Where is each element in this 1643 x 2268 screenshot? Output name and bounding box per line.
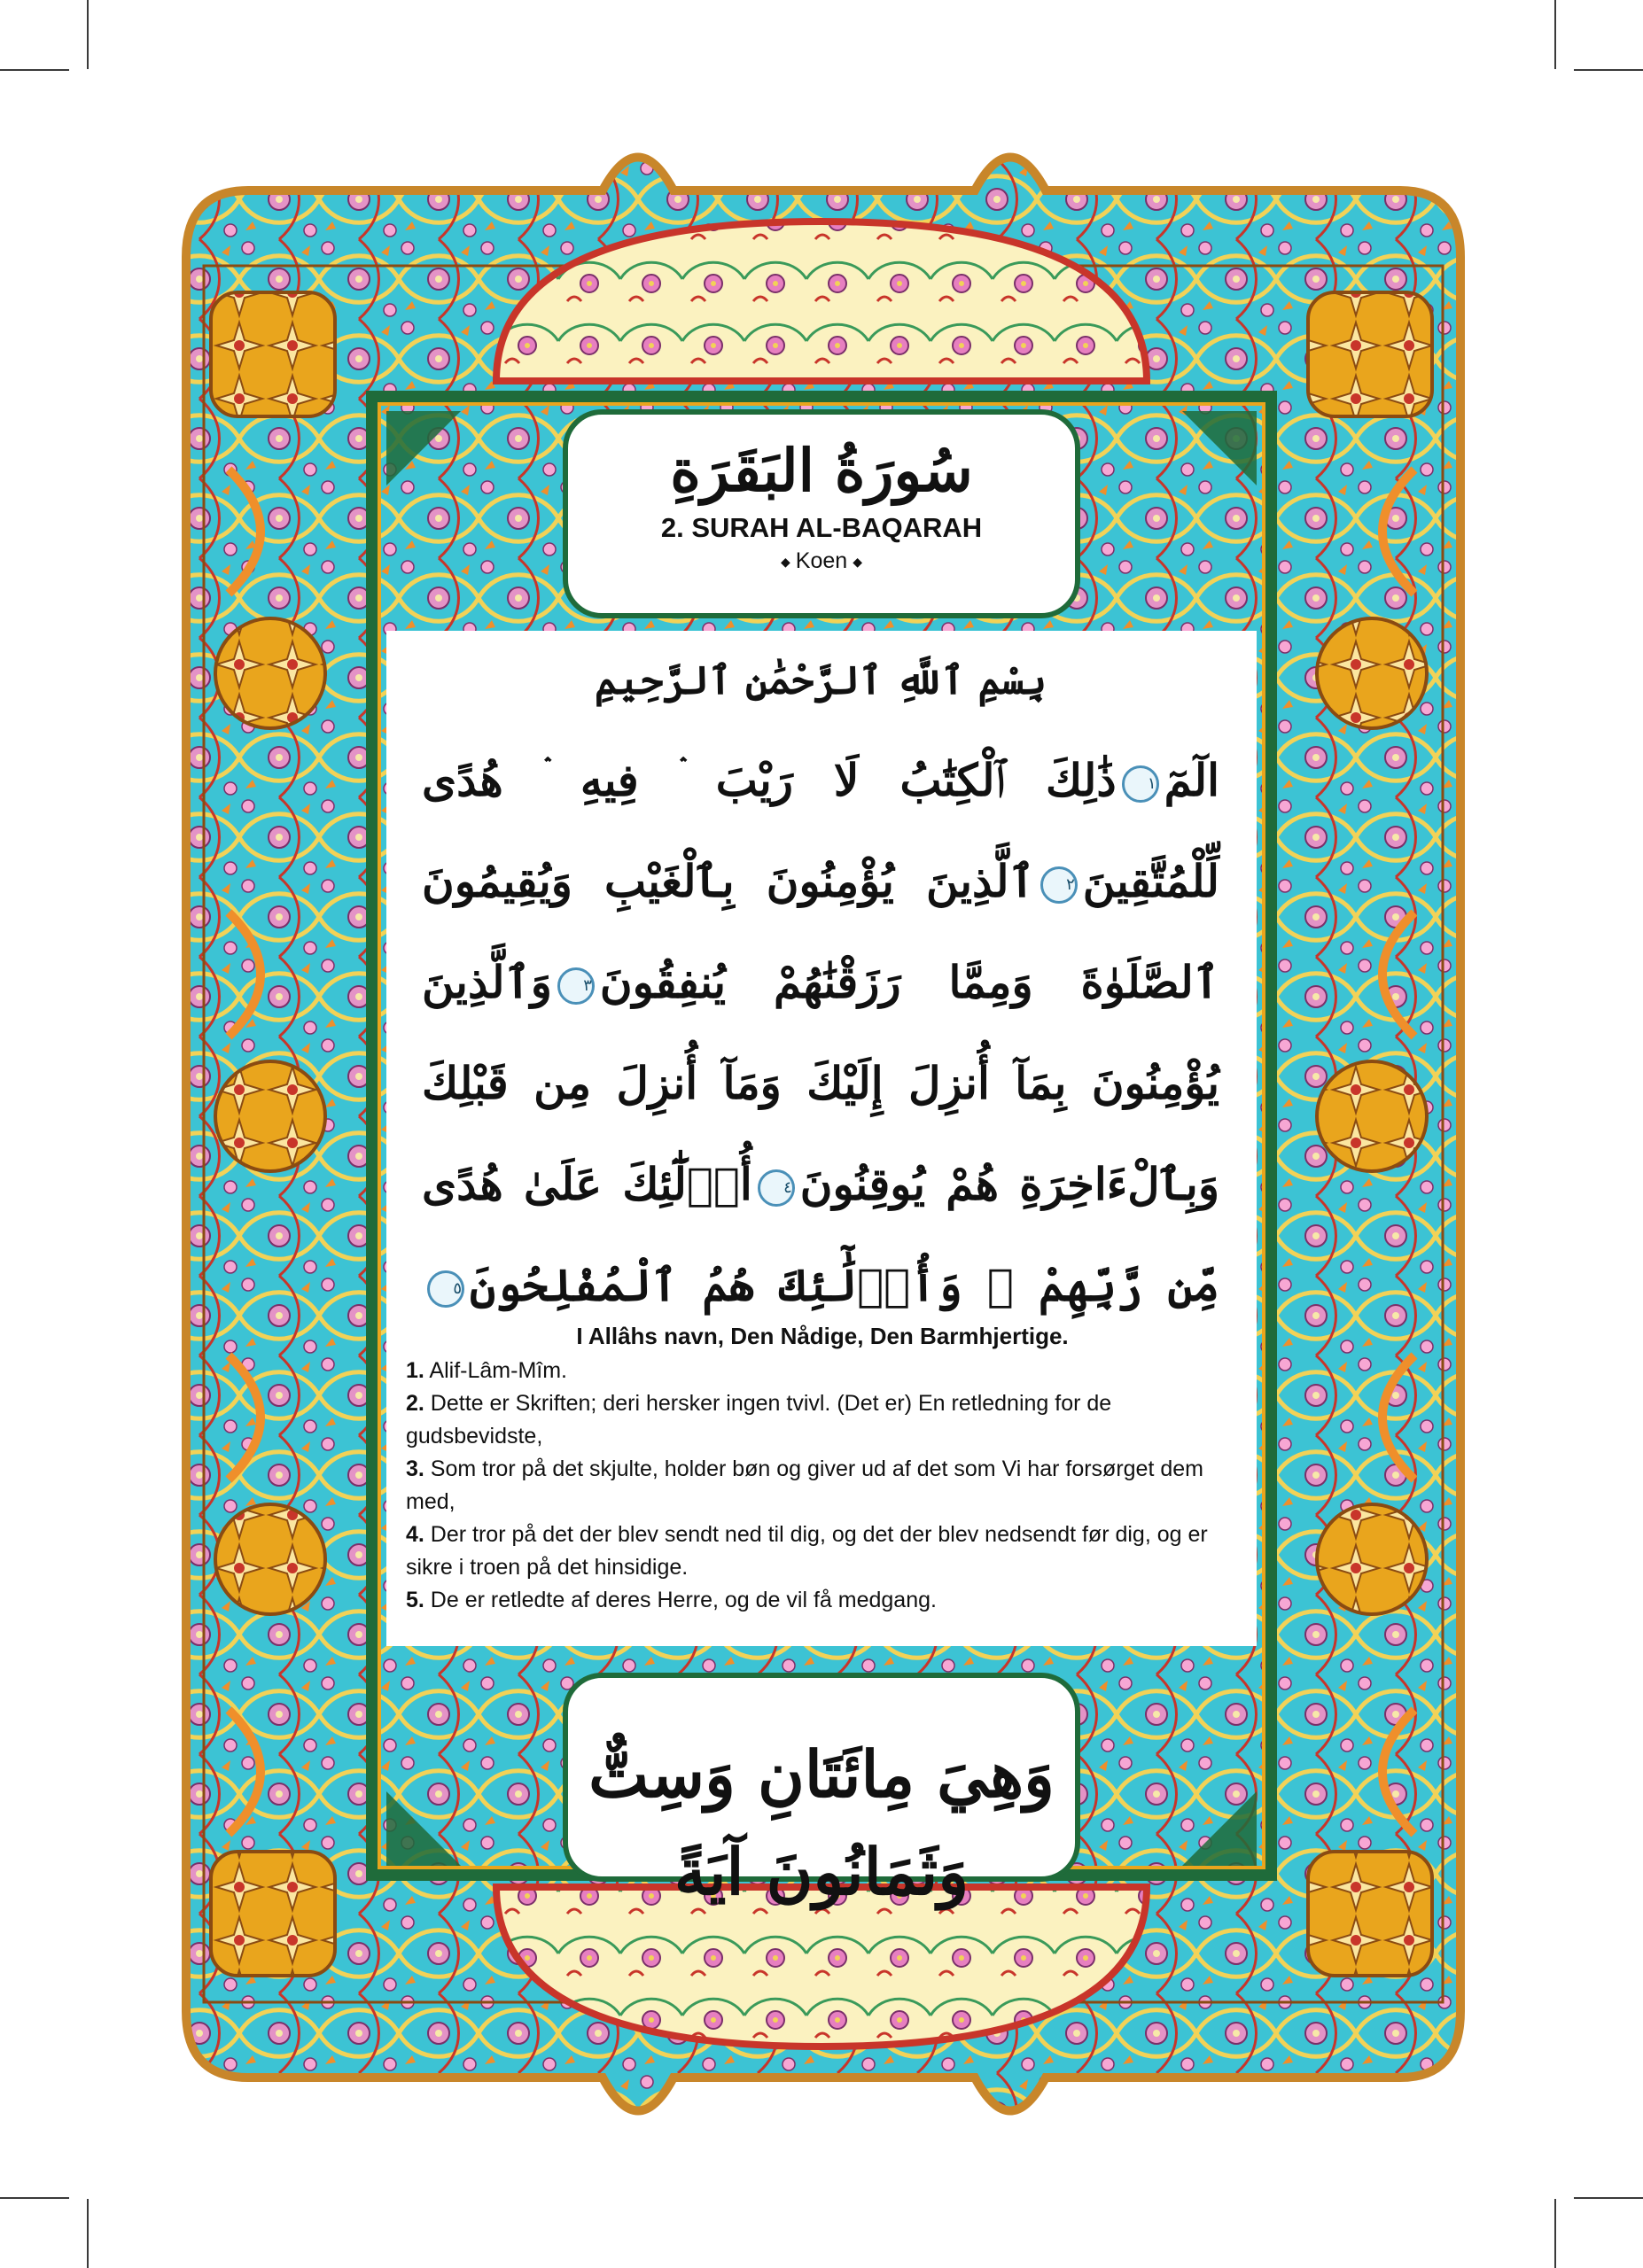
translation-verse xyxy=(406,1453,1239,1518)
verse-text: Der tror på det der blev sendt ned til dig, og det der blev nedsendt før dig, og er sikre i troen på det hinsidige. xyxy=(406,1522,1208,1580)
translation-block xyxy=(406,1320,1239,1617)
translation-verse xyxy=(406,1518,1239,1584)
arabic-segment: ذَٰلِكَ ٱلْكِتَٰبُ لَا رَيْبَ ۛ فِيهِ ۛ هُدًى xyxy=(422,754,1117,806)
verse-text: Som tror på det skjulte, holder bøn og giver ud af det som Vi har forsørget dem med, xyxy=(406,1456,1203,1514)
surah-title-arabic: سُورَةُ البَقَرَةِ xyxy=(670,436,973,505)
arabic-segment: يُؤْمِنُونَ بِمَآ أُنزِلَ إِلَيْكَ وَمَآ أُنزِلَ مِن قَبْلِكَ xyxy=(422,1057,1219,1109)
verse-count-cartouche xyxy=(563,1673,1080,1909)
verse-list xyxy=(406,1355,1239,1617)
ayah-number-marker: ١ xyxy=(1122,765,1159,803)
arabic-lines xyxy=(422,730,1219,1336)
arabic-line xyxy=(422,932,1219,1033)
surah-title: 2. SURAH AL-BAQARAH xyxy=(660,512,983,543)
ayah-number-marker: ٥ xyxy=(427,1270,464,1308)
arabic-segment: وَٱلَّذِينَ xyxy=(422,956,552,1008)
arabic-line xyxy=(422,730,1219,831)
ayah-number-marker: ٤ xyxy=(758,1169,795,1207)
verse-count-arabic: وَهِيَ مِائَتَانِ وَسِتٌّ وَثَمَانُونَ آيَةً xyxy=(588,1736,1055,1909)
arabic-segment: مِّن رَّبِّهِمْ ۖ وَأُو۟لَٰٓئِكَ هُمُ ٱلْمُفْلِحُونَ xyxy=(470,1259,1219,1311)
ayah-number-marker: ٣ xyxy=(557,967,595,1005)
arabic-line xyxy=(422,1033,1219,1134)
translation-verse xyxy=(406,1584,1239,1617)
verse-number: 4. xyxy=(406,1522,424,1547)
arabic-segment: ٱلصَّلَوٰةَ وَمِمَّا رَزَقْنَٰهُمْ يُنفِقُونَ xyxy=(599,956,1219,1008)
translation-verse xyxy=(406,1355,1239,1387)
verse-text: Alif-Lâm-Mîm. xyxy=(424,1358,567,1383)
verse-text: Dette er Skriften; deri hersker ingen tvivl. (Det er) En retledning for de gudsbevidste, xyxy=(406,1391,1112,1449)
surah-subtitle-text: Koen xyxy=(795,548,848,573)
surah-title-cartouche xyxy=(563,409,1080,618)
text-panel xyxy=(386,631,1257,1646)
diamond-icon: ◆ xyxy=(781,555,790,570)
arabic-segment: الٓمٓ xyxy=(1164,754,1219,806)
diamond-icon: ◆ xyxy=(853,555,862,570)
translation-heading: I Allâhs navn, Den Nådige, Den Barmhjertige. xyxy=(576,1323,1069,1349)
verse-number: 5. xyxy=(406,1588,424,1612)
arabic-line xyxy=(422,1134,1219,1235)
verse-text: De er retledte af deres Herre, og de vil få medgang. xyxy=(424,1588,937,1612)
arabic-segment: ٱلَّذِينَ يُؤْمِنُونَ بِٱلْغَيْبِ وَيُقِيمُونَ xyxy=(422,855,1035,907)
arabic-segment: وَبِٱلْءَاخِرَةِ هُمْ يُوقِنُونَ xyxy=(799,1158,1219,1210)
bismillah: بِسْمِ ٱللَّهِ ٱلرَّحْمَٰنِ ٱلرَّحِيمِ xyxy=(594,658,1047,703)
arabic-segment: أُو۟لَٰٓئِكَ عَلَىٰ هُدًى xyxy=(422,1158,752,1210)
arabic-line xyxy=(422,831,1219,932)
translation-verse xyxy=(406,1387,1239,1453)
verse-number: 3. xyxy=(406,1456,424,1481)
ayah-number-marker: ٢ xyxy=(1040,866,1078,904)
arabic-text-block xyxy=(422,649,1219,1336)
arabic-segment: لِّلْمُتَّقِينَ xyxy=(1082,855,1219,907)
verse-number: 1. xyxy=(406,1358,424,1383)
surah-subtitle xyxy=(568,546,1075,577)
verse-number: 2. xyxy=(406,1391,424,1416)
